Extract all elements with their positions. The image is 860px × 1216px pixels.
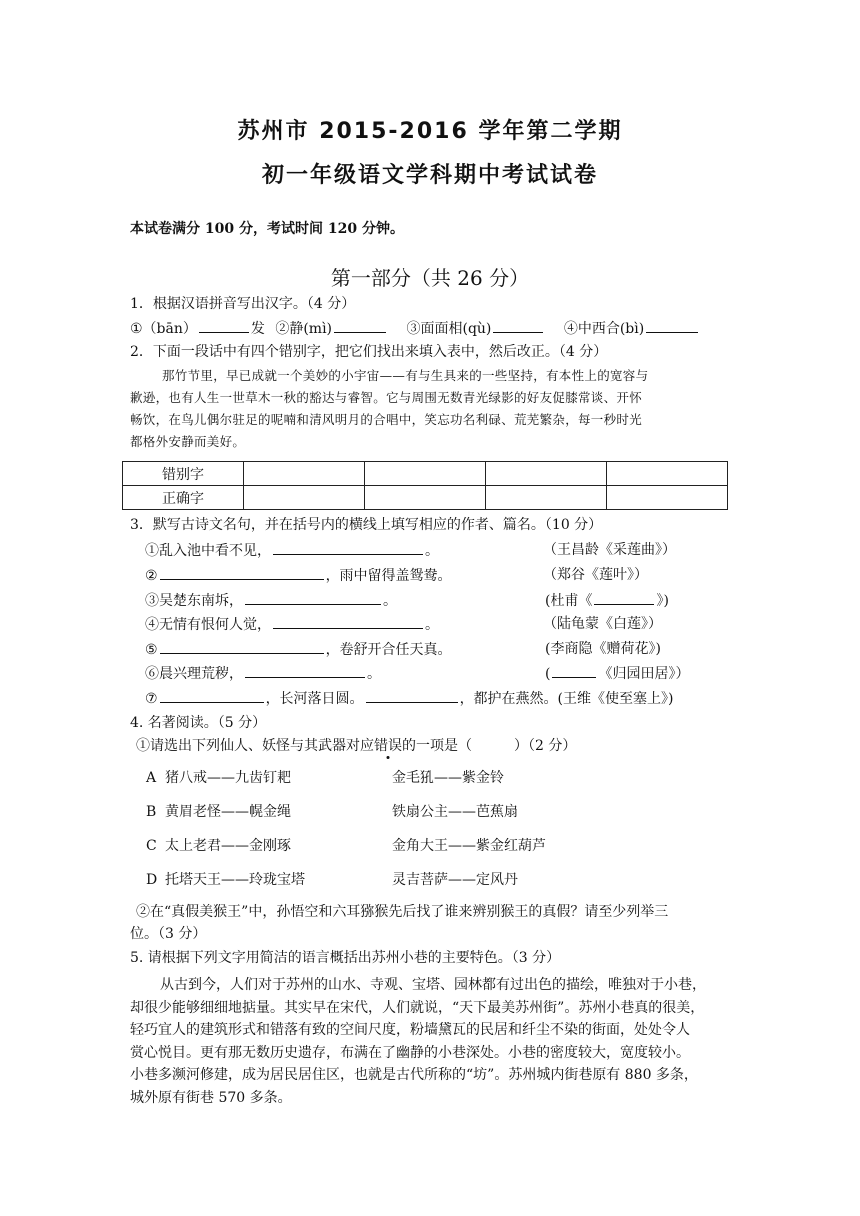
q3-line-text: ⑦ (145, 691, 158, 707)
answer-blank[interactable] (493, 318, 543, 333)
answer-blank[interactable] (160, 565, 324, 580)
q3-source-2: （郑谷《莲叶》） (543, 567, 648, 583)
q3-line-1 (145, 540, 439, 561)
table-cell[interactable] (365, 462, 486, 486)
q3-line-text: 。 (425, 617, 439, 633)
q4-sub-2-cont: 位。（3 分） (130, 926, 207, 942)
option-b-label[interactable]: B (146, 804, 157, 820)
q5-passage-line: 却很少能够细细地掂量。其实早在宋代，人们就说，“天下最美苏州街”。苏州小巷真的很美， (130, 999, 705, 1016)
q3-line-text: ⑥晨兴理荒秽， (145, 666, 243, 682)
q1-item-1: ①（bān） (130, 321, 197, 337)
q3-line-text: ，雨中留得盖鸳鸯。 (325, 568, 452, 584)
q4-sub1-text: ①请选出下列仙人、妖怪与其武器对应 (136, 738, 374, 754)
q3-source-5: (李商隐《赠荷花》) (545, 641, 661, 657)
q3-line-text: ⑤ (145, 642, 158, 658)
option-a-label[interactable]: A (146, 770, 157, 786)
q3-source-text: 《归园田居》） (598, 666, 690, 682)
table-cell[interactable] (244, 462, 365, 486)
question-5: 5. 请根据下列文字用简洁的语言概括出苏州小巷的主要特色。（3 分） (130, 950, 561, 966)
q3-line-7 (145, 688, 674, 709)
answer-blank[interactable] (273, 614, 423, 629)
answer-blank[interactable] (366, 688, 458, 703)
question-1-items (130, 318, 700, 339)
option-c-label[interactable]: C (146, 838, 157, 854)
q3-source-1: （王昌龄《采莲曲》） (543, 542, 676, 558)
q3-line-text: ，都护在燕然。(王维《使至塞上》) (459, 691, 674, 707)
q3-source-text: 》) (656, 593, 669, 609)
q3-source-4: （陆龟蒙《白莲》） (543, 616, 662, 632)
answer-blank[interactable] (160, 639, 324, 654)
q3-line-text: ①乱入池中看不见， (145, 543, 271, 559)
q2-passage-line: 那竹节里，早已成就一个美妙的小宇宙——有与生具来的一些坚持，有本性上的宽容与 (162, 368, 649, 383)
title-line-2: 初一年级语文学科期中考试试卷 (261, 163, 598, 188)
option-d-right: 灵吉菩萨——定风丹 (392, 872, 518, 888)
question-2: 2．下面一段话中有四个错别字，把它们找出来填入表中，然后改正。（4 分） (130, 344, 608, 360)
q3-line-text: ，长河落日圆。 (265, 691, 364, 707)
table-cell[interactable] (365, 486, 486, 510)
answer-blank[interactable] (552, 663, 596, 678)
q3-line-text: 。 (367, 666, 381, 682)
table-cell[interactable] (607, 486, 728, 510)
table-row (123, 462, 728, 486)
q5-passage-line: 城外原有街巷 570 多条。 (130, 1089, 292, 1106)
q3-line-text: ② (145, 568, 158, 584)
q3-line-6 (145, 663, 381, 684)
option-d-label[interactable]: D (146, 872, 158, 888)
answer-blank[interactable] (245, 663, 365, 678)
error-correction-table (122, 461, 728, 510)
option-d-left: 托塔天王——玲珑宝塔 (165, 872, 305, 888)
table-cell[interactable] (607, 462, 728, 486)
table-cell[interactable] (486, 462, 607, 486)
q3-line-2 (145, 565, 452, 586)
q4-sub-2: ②在“真假美猴王”中，孙悟空和六耳猕猴先后找了谁来辨别猴王的真假？请至少列举三 (136, 904, 669, 920)
question-1: 1．根据汉语拼音写出汉字。（4 分） (130, 296, 356, 312)
table-row (123, 486, 728, 510)
question-3: 3．默写古诗文名句，并在括号内的横线上填写相应的作者、篇名。（10 分） (130, 517, 603, 533)
answer-blank[interactable] (646, 318, 698, 333)
answer-blank[interactable] (594, 590, 654, 605)
emphasis-mark: 错误 (374, 738, 402, 754)
q3-line-text: ④无情有恨何人觉， (145, 617, 271, 633)
q5-passage (130, 974, 740, 1109)
q4-sub-1 (136, 736, 576, 756)
answer-blank[interactable] (334, 318, 386, 333)
option-c-right: 金角大王——紫金红葫芦 (392, 838, 546, 854)
title-line-1: 苏州市 2015-2016 学年第二学期 (237, 119, 623, 144)
option-b-right: 铁扇公主——芭蕉扇 (392, 804, 518, 820)
option-c-left: 太上老君——金刚琢 (165, 838, 291, 854)
answer-blank[interactable] (160, 688, 264, 703)
row-header-correct: 正确字 (123, 486, 244, 510)
q2-passage-line: 歉逊，也有人生一世草木一秋的豁达与睿智。它与周围无数青光绿影的好友促膝常谈、开怀 (130, 390, 643, 405)
q1-item-2: ②静(mì) (275, 321, 333, 337)
q3-line-text: 。 (383, 593, 397, 609)
q5-passage-line: 轻巧宜人的建筑形式和错落有致的空间尺度，粉墙黛瓦的民居和纤尘不染的街面，处处令人 (130, 1022, 690, 1038)
q3-line-4 (145, 614, 439, 635)
q1-item-3: ③面面相(qù) (406, 321, 492, 337)
option-b-left: 黄眉老怪——幌金绳 (165, 804, 291, 820)
row-header-wrong: 错别字 (123, 462, 244, 486)
answer-blank[interactable] (199, 318, 249, 333)
q3-line-5 (145, 639, 452, 660)
table-cell[interactable] (244, 486, 365, 510)
q3-line-text: ③吴楚东南坼， (145, 593, 243, 609)
q5-passage-line: 小巷多濒河修建，成为居民居住区，也就是古代所称的“坊”。苏州城内街巷原有 880 多条， (130, 1067, 698, 1083)
q2-passage-line: 畅饮，在鸟儿偶尔驻足的呢喃和清风明月的合唱中，笑忘功名利碌、荒芜繁杂，每一秒时光 (130, 412, 643, 427)
q2-passage-line: 都格外安静而美好。 (130, 434, 246, 449)
q5-passage-line: 从古到今，人们对于苏州的山水、寺观、宝塔、园林都有过出色的描绘，唯独对于小巷， (160, 977, 706, 993)
q3-source-6 (545, 663, 689, 684)
q3-line-text: ，卷舒开合任天真。 (325, 642, 452, 658)
q1-item-1-suffix: 发 (250, 321, 265, 337)
part-heading: 第一部分（共 26 分） (330, 266, 530, 290)
answer-blank[interactable] (273, 540, 423, 555)
q3-source-text: ( (545, 666, 551, 682)
answer-blank[interactable] (245, 590, 381, 605)
q3-line-text: 。 (425, 543, 439, 559)
q5-passage-line: 赏心悦目。更有那无数历史遗存，布满在了幽静的小巷深处。小巷的密度较大，宽度较小。 (130, 1044, 690, 1061)
q3-line-3 (145, 590, 397, 611)
q3-source-text: (杜甫《 (545, 593, 593, 609)
option-a-right: 金毛犼——紫金铃 (392, 770, 504, 786)
table-cell[interactable] (486, 486, 607, 510)
option-a-left: 猪八戒——九齿钉耙 (165, 770, 291, 786)
q1-item-4: ④中西合(bì) (563, 321, 645, 337)
q2-passage (130, 365, 730, 453)
q4-sub1-text: 的一项是（ ）（2 分） (402, 738, 577, 754)
question-4: 4. 名著阅读。（5 分） (130, 715, 267, 731)
q3-source-3 (545, 590, 669, 611)
exam-notice: 本试卷满分 100 分，考试时间 120 分钟。 (130, 221, 404, 237)
